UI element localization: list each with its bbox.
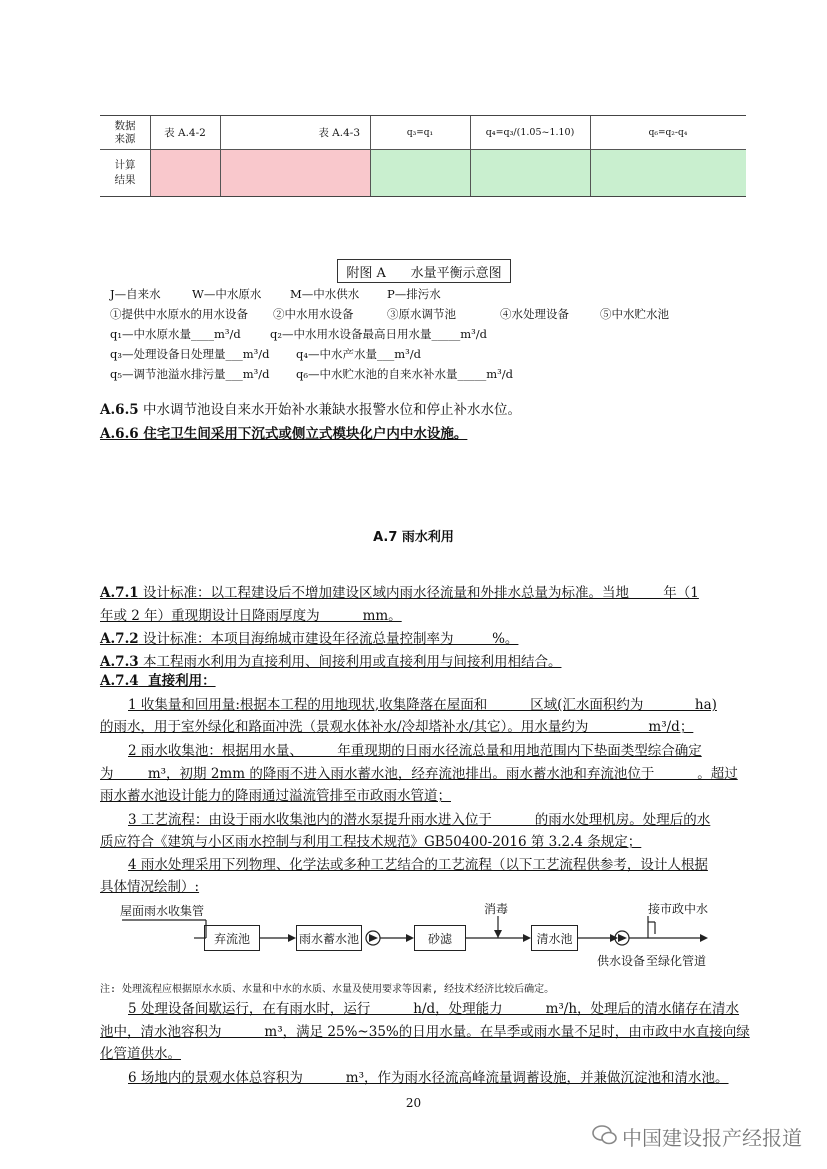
watermark-text: 中国建设报产经报道	[622, 1126, 802, 1150]
para-2-line3: 雨水蓄水池设计能力的降雨通过溢流管排至市政雨水管道；	[100, 788, 451, 804]
legend-q1: q₁—中水原水量____m³/d	[110, 327, 241, 341]
para-1-line1: 1 收集量和回用量:根据本工程的用地现状,收集降落在屋面和 区域(汇水面积约为 ha)	[128, 697, 717, 713]
row-header-source: 数据 来源	[114, 119, 136, 145]
flow-box-discard: 弃流池	[204, 925, 260, 951]
legend-p: P—排污水	[387, 287, 441, 301]
flow-disinfect: 消毒	[484, 902, 509, 916]
source-a43: 表 A.4-3	[318, 127, 360, 139]
legend-1: ①提供中水原水的用水设备	[110, 307, 248, 321]
legend-2: ②中水用水设备	[273, 307, 354, 321]
row-header-result: 计算 结果	[114, 159, 136, 186]
legend-4: ④水处理设备	[500, 307, 569, 321]
clause-a73: A.7.3 本工程雨水利用为直接利用、间接利用或直接利用与间接利用相结合。	[100, 654, 562, 670]
result-cell-4[interactable]	[471, 150, 590, 196]
legend-m: M—中水供水	[290, 287, 360, 301]
flow-pump: 供水设备	[597, 954, 646, 968]
legend-q5: q₅—调节池溢水排污量___m³/d	[110, 367, 270, 381]
flow-source: 屋面雨水收集管	[120, 904, 205, 918]
result-cell-1[interactable]	[151, 150, 220, 196]
flow-municipal: 接市政中水	[648, 902, 709, 916]
legend-q6: q₆—中水贮水池的自来水补水量_____m³/d	[296, 367, 513, 381]
result-cell-3[interactable]	[371, 150, 470, 196]
clause-a72: A.7.2 设计标准：本项目海绵城市建设年径流总量控制率为 %。	[100, 631, 519, 647]
source-a42: 表 A.4-2	[164, 127, 206, 139]
source-q6: q₆=q₂-q₄	[648, 127, 688, 138]
para-2-line2: 为 m³，初期 2mm 的降雨不进入雨水蓄水池，经弃流池排出。雨水蓄水池和弃流池位于 。超过	[100, 766, 738, 782]
para-4-line2: 具体情况绘制）:	[100, 879, 200, 895]
legend-q3: q₃—处理设备日处理量___m³/d	[110, 347, 270, 361]
para-5-line2: 池中，清水池容积为 m³，满足 25%~35%的日用水量。在旱季或雨水量不足时，由市政中水直接向绿	[100, 1024, 750, 1040]
para-1-line2: 的雨水，用于室外绿化和路面冲洗（景观水体补水/冷却塔补水/其它）。用水量约为 m³/d；	[100, 719, 694, 735]
wechat-icon	[592, 1122, 618, 1148]
legend-q4: q₄—中水产水量___m³/d	[296, 347, 421, 361]
figure-title: 附图 A 水量平衡示意图	[337, 259, 511, 283]
flow-to-green: 至绿化管道	[646, 954, 707, 968]
para-4-line1: 4 雨水处理采用下列物理、化学法或多种工艺结合的工艺流程（以下工艺流程供参考，设计人根据	[128, 857, 708, 873]
para-3-line1: 3 工艺流程：由设于雨水收集池内的潜水泵提升雨水进入位于 的雨水处理机房。处理后的水	[128, 812, 711, 828]
source-q3: q₃=q₁	[406, 127, 434, 138]
data-table	[100, 115, 746, 197]
para-5-line1: 5 处理设备间歇运行，在有雨水时，运行 h/d，处理能力 m³/h，处理后的清水储存在清水	[128, 1001, 740, 1017]
para-2-line1: 2 雨水收集池：根据用水量、 年重现期的日雨水径流总量和用地范围内下垫面类型综合确定	[128, 743, 702, 759]
para-5-line3: 化管道供水。	[100, 1046, 181, 1062]
clause-a666: A.6.6 住宅卫生间采用下沉式或侧立式模块化户内中水设施。	[100, 426, 468, 442]
result-cell-2[interactable]	[221, 150, 370, 196]
section-title: A.7 雨水利用	[373, 530, 454, 545]
legend-3: ③原水调节池	[387, 307, 456, 321]
clause-a71-line2: 年或 2 年）重现期设计日降雨厚度为 mm。	[100, 608, 402, 624]
legend-q2: q₂—中水用水设备最高日用水量_____m³/d	[270, 327, 487, 341]
result-cell-5[interactable]	[591, 150, 746, 196]
flow-box-sand-filter: 砂滤	[414, 925, 466, 951]
clause-a74: A.7.4 直接利用：	[100, 673, 216, 689]
legend-j: J—自来水	[110, 287, 161, 301]
flow-box-clear-water: 清水池	[531, 925, 578, 951]
process-flow-diagram	[100, 900, 740, 975]
clause-a665: A.6.5 中水调节池设自来水开始补水兼缺水报警水位和停止补水水位。	[100, 402, 521, 418]
para-3-line2: 质应符合《建筑与小区雨水控制与利用工程技术规范》GB50400-2016 第 3.2.4 条规定；	[100, 834, 642, 850]
clause-a71-line1: A.7.1 设计标准：以工程建设后不增加建设区域内雨水径流量和外排水总量为标准。当地 年（1	[100, 585, 699, 601]
flow-box-storage: 雨水蓄水池	[296, 925, 362, 951]
page-number: 20	[405, 1096, 422, 1110]
legend-5: ⑤中水贮水池	[600, 307, 669, 321]
flow-note: 注: 处理流程应根据原水水质、水量和中水的水质、水量及使用要求等因素, 经技术经济比较后确定。	[100, 984, 555, 995]
para-6-line1: 6 场地内的景观水体总容积为 m³，作为雨水径流高峰流量调蓄设施，并兼做沉淀池和清水池。	[128, 1070, 729, 1086]
source-q4: q₄=q₃/(1.05~1.10)	[485, 127, 575, 138]
legend-w: W—中水原水	[192, 287, 262, 301]
